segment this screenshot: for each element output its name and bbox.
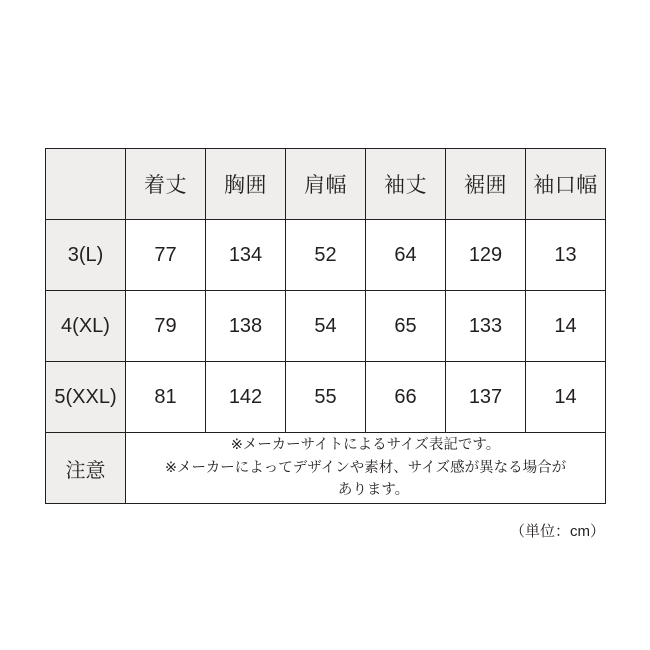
column-header-hem: 裾囲	[446, 149, 526, 220]
notes-body	[126, 433, 606, 504]
table-notes-row	[46, 433, 606, 504]
size-table-container	[45, 148, 605, 504]
column-header-shoulder: 肩幅	[286, 149, 366, 220]
table-row	[46, 362, 606, 433]
cell-4xl-cuff: 14	[526, 291, 606, 362]
note-line-3: あります。	[337, 482, 410, 499]
column-header-chest: 胸囲	[206, 149, 286, 220]
cell-3l-cuff: 13	[526, 220, 606, 291]
cell-4xl-chest: 138	[206, 291, 286, 362]
cell-3l-chest: 134	[206, 220, 286, 291]
cell-5xxl-cuff: 14	[526, 362, 606, 433]
column-header-sleeve: 袖丈	[366, 149, 446, 220]
unit-note: （単位：cm）	[510, 523, 605, 540]
cell-4xl-sleeve: 65	[366, 291, 446, 362]
column-header-length: 着丈	[126, 149, 206, 220]
note-line-1: ※メーカーサイトによるサイズ表記です。	[230, 437, 501, 454]
cell-5xxl-chest: 142	[206, 362, 286, 433]
cell-4xl-hem: 133	[446, 291, 526, 362]
size-table	[45, 148, 606, 504]
row-label-size-4xl: 4(XL)	[46, 291, 126, 362]
cell-5xxl-hem: 137	[446, 362, 526, 433]
row-label-size-3l: 3(L)	[46, 220, 126, 291]
cell-3l-sleeve: 64	[366, 220, 446, 291]
cell-5xxl-shoulder: 55	[286, 362, 366, 433]
column-header-cuff: 袖口幅	[526, 149, 606, 220]
cell-3l-hem: 129	[446, 220, 526, 291]
note-line-2: ※メーカーによってデザインや素材、サイズ感が異なる場合が	[164, 459, 567, 476]
cell-4xl-shoulder: 54	[286, 291, 366, 362]
table-row	[46, 220, 606, 291]
notes-label: 注意	[46, 433, 126, 504]
row-label-size-5xxl: 5(XXL)	[46, 362, 126, 433]
cell-4xl-length: 79	[126, 291, 206, 362]
table-corner-cell	[46, 149, 126, 220]
cell-3l-length: 77	[126, 220, 206, 291]
table-row	[46, 291, 606, 362]
cell-5xxl-sleeve: 66	[366, 362, 446, 433]
cell-3l-shoulder: 52	[286, 220, 366, 291]
cell-5xxl-length: 81	[126, 362, 206, 433]
table-header-row	[46, 149, 606, 220]
